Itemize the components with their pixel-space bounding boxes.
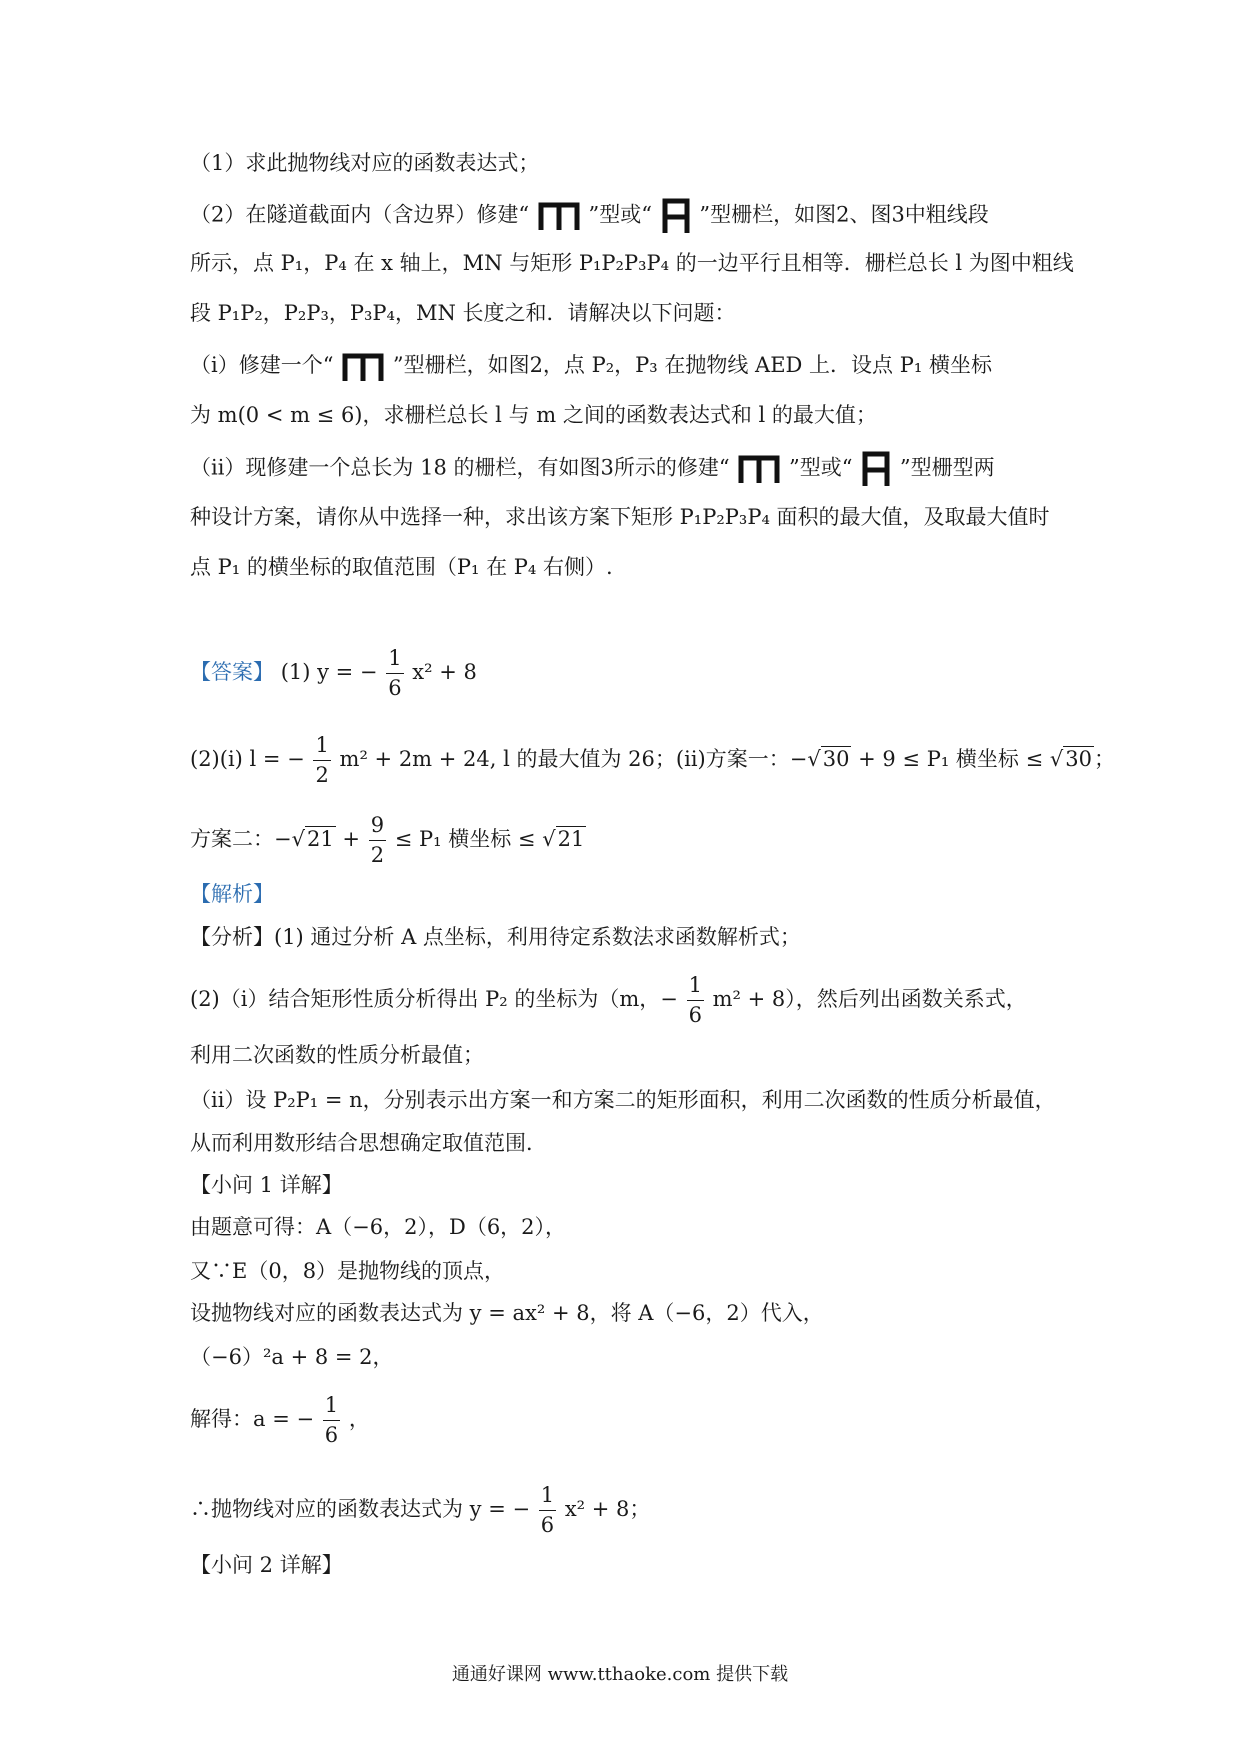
square-root: √21: [291, 827, 334, 851]
denominator: 2: [370, 843, 385, 867]
fraction: [323, 1395, 340, 1446]
square-root: √21: [542, 827, 585, 851]
numerator: 1: [323, 1395, 340, 1421]
text: ；: [1094, 747, 1116, 771]
numerator: 9: [369, 815, 386, 841]
question-2-line-2: 所示，点 P₁，P₄ 在 x 轴上，MN 与矩形 P₁P₂P₃P₄ 的一边平行且相等．栅栏总长 l 为图中粗线: [190, 251, 1074, 275]
fraction: [386, 648, 403, 699]
text: ”型或“: [588, 202, 652, 227]
analysis-line-1: 【分析】(1) 通过分析 A 点坐标，利用待定系数法求函数解析式；: [190, 925, 801, 949]
text: (1) y = −: [280, 660, 378, 684]
question-2ii-line-3: 点 P₁ 的横坐标的取值范围（P₁ 在 P₄ 右侧）.: [190, 555, 613, 579]
three-post-fence-icon: [538, 200, 580, 232]
h-fence-icon: [661, 197, 691, 235]
text: （ⅱ）现修建一个总长为 18 的栅栏，有如图3所示的修建“: [190, 455, 730, 480]
text: ”型栅栏，如图2、图3中粗线段: [699, 202, 989, 227]
analysis-line-4: （ⅱ）设 P₂P₁ = n，分别表示出方案一和方案二的矩形面积，利用二次函数的性质分析最值，: [190, 1088, 1056, 1112]
numerator: 1: [313, 735, 330, 761]
analysis-line-3: 利用二次函数的性质分析最值；: [190, 1043, 484, 1067]
fraction: [539, 1485, 556, 1536]
text: ”型栅型两: [899, 455, 995, 480]
solution-line-6: [190, 1485, 650, 1536]
analysis-label: 【解析】: [190, 882, 274, 906]
radicand: 21: [307, 827, 334, 851]
question-2ii-line-2: 种设计方案，请你从中选择一种，求出该方案下矩形 P₁P₂P₃P₄ 面积的最大值，及取最大值时: [190, 505, 1050, 529]
radicand: 30: [822, 747, 850, 771]
answer-1: [190, 648, 477, 699]
solution-line-2: 又∵E（0，8）是抛物线的顶点，: [190, 1259, 506, 1283]
text: ∴抛物线对应的函数表达式为 y = −: [190, 1497, 531, 1521]
question-2ii-line-1: [190, 450, 995, 488]
text: ，: [348, 1407, 370, 1431]
text: 方案二：−: [190, 827, 292, 851]
text: (2)（ⅰ）结合矩形性质分析得出 P₂ 的坐标为（m，−: [190, 987, 678, 1011]
solution-line-5: [190, 1395, 370, 1446]
denominator: 6: [324, 1423, 339, 1447]
answer-3: [190, 815, 586, 866]
solution-heading-1: 【小问 1 详解】: [190, 1173, 343, 1197]
solution-heading-2: 【小问 2 详解】: [190, 1553, 343, 1577]
answer-2: [190, 735, 1115, 786]
question-2-line-3: 段 P₁P₂，P₂P₃，P₃P₄，MN 长度之和．请解决以下问题：: [190, 301, 736, 325]
question-1: （1）求此抛物线对应的函数表达式；: [190, 151, 540, 175]
numerator: 1: [687, 975, 704, 1001]
text: x² + 8: [412, 660, 477, 684]
denominator: 2: [315, 763, 329, 787]
text: （2）在隧道截面内（含边界）修建“: [190, 202, 530, 227]
text: ”型或“: [788, 455, 853, 480]
text: ≤ P₁ 横坐标 ≤: [394, 827, 543, 851]
text: m² + 2m + 24, l 的最大值为 26；(ⅱ)方案一：−: [339, 747, 808, 771]
analysis-line-2: [190, 975, 1027, 1026]
denominator: 6: [540, 1513, 555, 1537]
square-root: √30: [807, 747, 850, 771]
text: x² + 8；: [564, 1497, 651, 1521]
fraction: [313, 735, 330, 786]
radicand: 30: [1065, 747, 1093, 771]
solution-line-4: （−6）²a + 8 = 2，: [190, 1345, 394, 1369]
square-root: √30: [1049, 747, 1093, 771]
text: +: [335, 827, 367, 851]
three-post-fence-icon: [738, 453, 780, 485]
solution-line-3: 设抛物线对应的函数表达式为 y = ax² + 8，将 A（−6，2）代入，: [190, 1301, 824, 1325]
page-footer: 通通好课网 www.tthaoke.com 提供下载: [451, 1664, 789, 1685]
solution-line-1: 由题意可得：A（−6，2），D（6，2），: [190, 1215, 567, 1239]
radicand: 21: [557, 827, 585, 851]
h-fence-icon: [861, 450, 891, 488]
three-post-fence-icon: [342, 351, 384, 383]
analysis-line-5: 从而利用数形结合思想确定取值范围．: [190, 1131, 547, 1155]
denominator: 6: [688, 1003, 702, 1027]
text: （ⅰ）修建一个“: [190, 353, 334, 377]
text: 解得：a = −: [190, 1407, 315, 1431]
question-2-line-1: [190, 197, 989, 235]
text: + 9 ≤ P₁ 横坐标 ≤: [851, 747, 1050, 771]
text: ”型栅栏，如图2，点 P₂，P₃ 在抛物线 AED 上．设点 P₁ 横坐标: [392, 353, 992, 377]
question-2i-line-1: [190, 350, 992, 383]
fraction: [369, 815, 386, 866]
answer-label: 【答案】: [190, 660, 274, 684]
text: m² + 8），然后列出函数关系式，: [712, 987, 1027, 1011]
numerator: 1: [386, 648, 403, 674]
denominator: 6: [388, 676, 402, 700]
fraction: [687, 975, 704, 1026]
text: (2)(ⅰ) l = −: [190, 747, 305, 771]
numerator: 1: [539, 1485, 556, 1511]
question-2i-line-2: 为 m(0 < m ≤ 6)，求栅栏总长 l 与 m 之间的函数表达式和 l 的最大值；: [190, 403, 877, 427]
